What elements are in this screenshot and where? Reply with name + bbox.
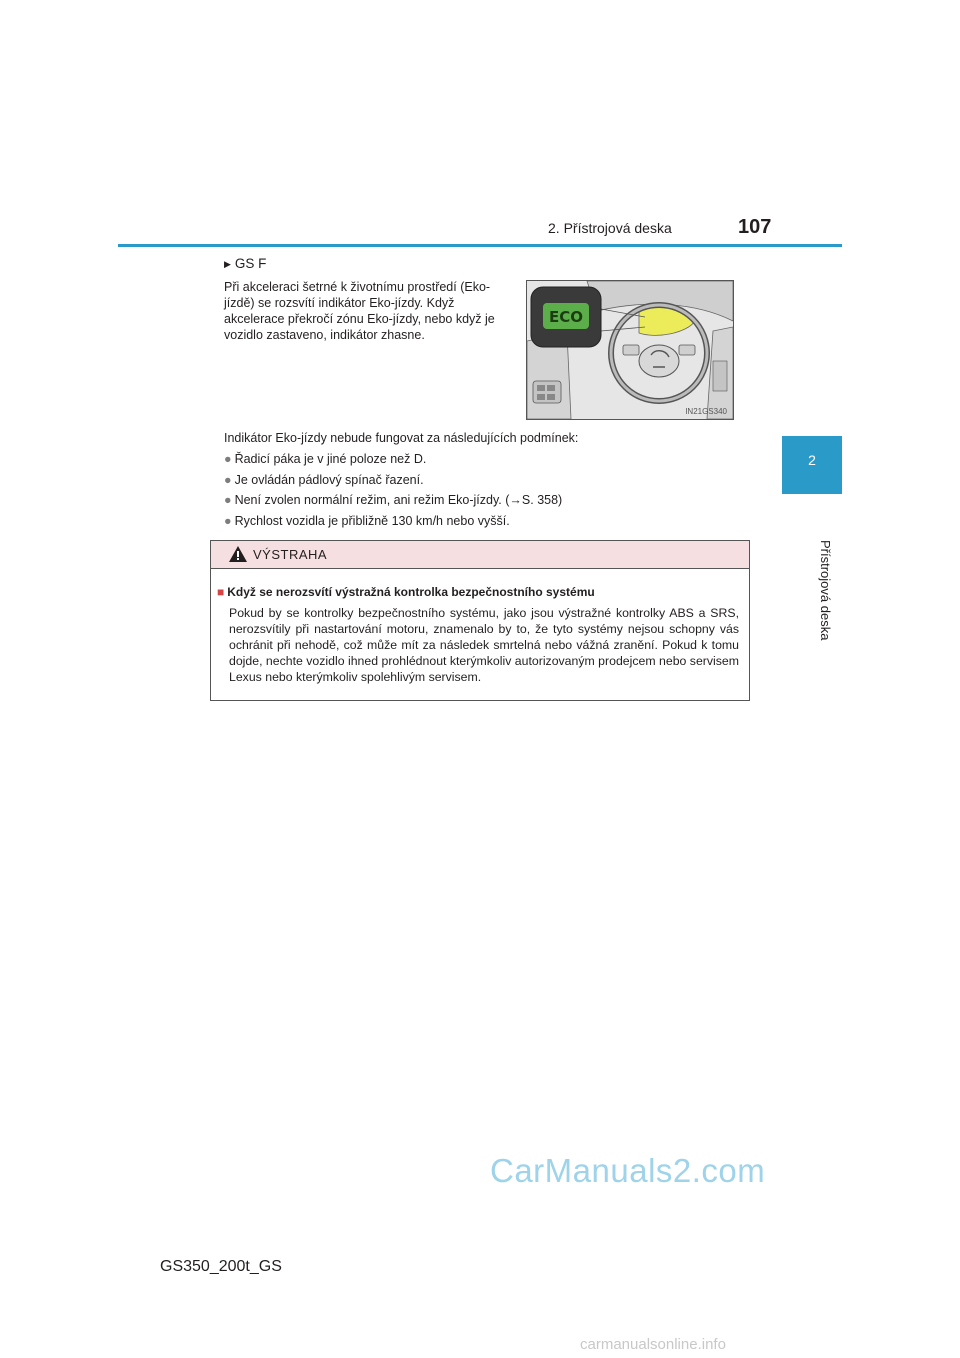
chapter-label: Přístrojová deska — [818, 540, 833, 641]
triangle-bullet-icon: ▶ — [224, 259, 231, 269]
warning-title: VÝSTRAHA — [253, 547, 328, 562]
conditions-intro: Indikátor Eko-jízdy nebude fungovat za následujících podmínek: — [224, 431, 579, 445]
bullet-dot-icon: ● — [224, 452, 232, 466]
eco-indicator-illustration — [526, 280, 734, 420]
warning-subheading: ■ Když se nerozsvítí výstražná kontrolka bezpečnostního systému — [217, 585, 595, 599]
warning-triangle-icon — [229, 546, 247, 562]
subheading-text: GS F — [234, 256, 267, 271]
description-paragraph: Při akceleraci šetrné k životnímu prostředí (Eko-jízdě) se rozsvítí indikátor Eko-jízdy. Když akcelerace překročí zónu Eko-jízdy, nebo když je vozidlo zastaveno, indikátor zhasne. — [224, 280, 495, 342]
warning-box — [210, 540, 750, 701]
bullet-dot-icon: ● — [224, 472, 232, 487]
bullet-dot-icon: ● — [224, 493, 232, 507]
eco-indicator-label: ECO — [548, 308, 584, 326]
figure-code: IN21GS340 — [685, 407, 727, 416]
warning-text: Pokud by se kontrolky bezpečnostního systému, jako jsou výstražné kontrolky ABS a SRS, nerozsvítily při nastartování motoru, znamenalo by to, že tyto systémy nejsou schopny vás ochránit při nehodě, což může mít za následek smrtelná nebo vážná zranění. Pokud k tomu dojde, nechte vozidlo ihned prohlédnout kterýmkoliv autorizovaným prodejcem nebo servisem Lexus nebo kterýmkoliv spolehlivým servisem. — [229, 606, 739, 684]
header-section-title: 2. Přístrojová deska — [548, 220, 672, 236]
footer-model-code: GS350_200t_GS — [160, 1258, 282, 1275]
chapter-tab[interactable] — [782, 436, 842, 494]
dashboard-drawing — [527, 281, 733, 419]
bottom-site-text: carmanualsonline.info — [580, 1336, 726, 1353]
subheading — [224, 256, 266, 271]
bullet-dot-icon: ● — [224, 513, 232, 528]
list-item: ● Je ovládán pádlový spínač řazení. — [224, 472, 424, 487]
conditions-list — [224, 452, 562, 534]
list-item: ● Rychlost vozidla je přibližně 130 km/h nebo vyšší. — [224, 513, 510, 528]
watermark: CarManuals2.com — [490, 1152, 766, 1189]
header-rule — [118, 244, 842, 247]
chapter-number: 2 — [808, 452, 816, 468]
square-bullet-icon: ■ — [217, 585, 225, 599]
list-item: ● Není zvolen normální režim, ani režim Eko-jízdy. (→S. 358) — [224, 493, 563, 507]
page-number: 107 — [738, 216, 772, 238]
warning-header — [211, 541, 749, 569]
list-item: ● Řadicí páka je v jiné poloze než D. — [224, 452, 427, 466]
